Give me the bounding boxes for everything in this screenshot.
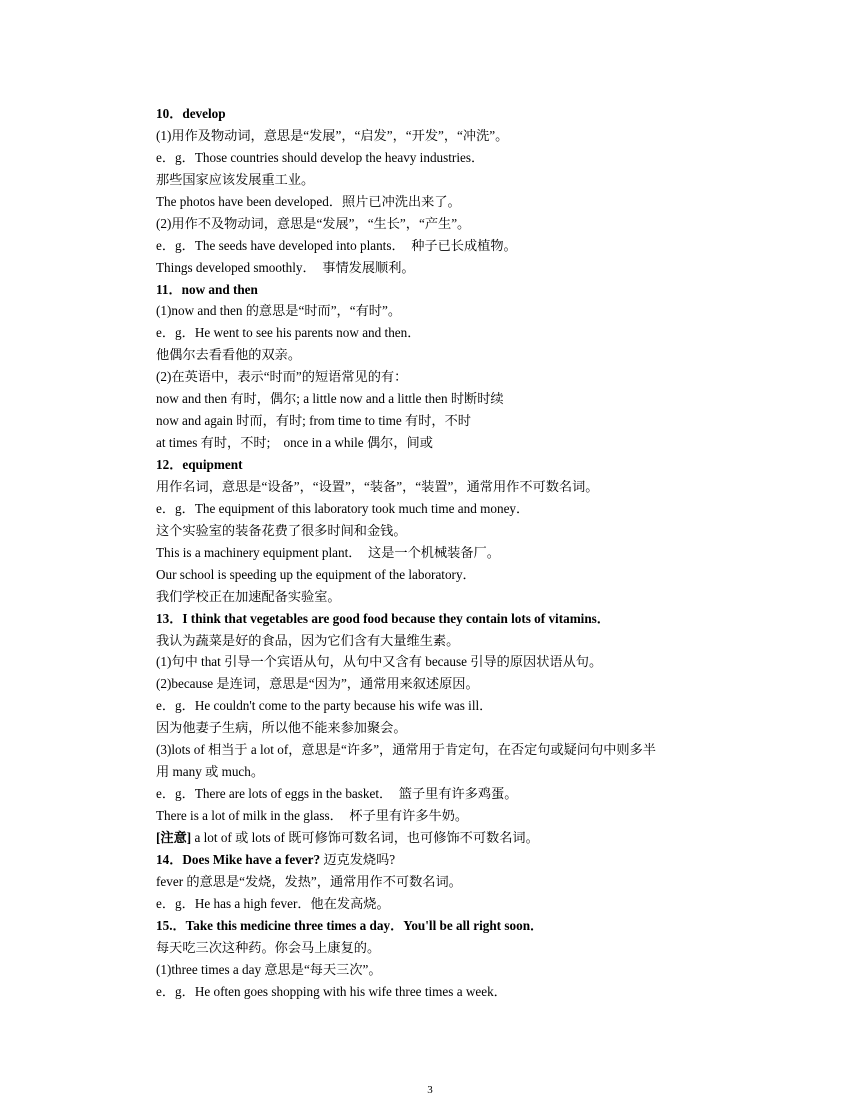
text-line [156, 805, 756, 827]
line-text: 迈克发烧吗? [323, 851, 396, 867]
page-number: 3 [427, 1084, 433, 1096]
line-text: e．g．He couldn't come to the party because his wife was ill． [156, 698, 493, 714]
line-text: There is a lot of milk in the glass． 杯子里有许多牛奶。 [156, 808, 469, 823]
line-text: e．g．There are lots of eggs in the basket． 篮子里有许多鸡蛋。 [156, 786, 518, 802]
line-prefix: 14．Does Mike have a fever? [156, 851, 321, 867]
text-line [156, 608, 756, 630]
text-line [156, 651, 756, 673]
text-line [156, 388, 756, 410]
line-text: This is a machinery equipment plant． 这是一个机械装备厂。 [156, 544, 500, 560]
line-text: (2)用作不及物动词，意思是“发展”，“生长”，“产生”。 [156, 215, 471, 231]
line-text: e．g．Those countries should develop the heavy industries． [156, 149, 485, 165]
line-text: e．g．He went to see his parents now and then． [156, 325, 421, 341]
text-line [156, 125, 756, 147]
text-line [156, 279, 756, 301]
line-text: e．g．The equipment of this laboratory took much time and money． [156, 500, 530, 516]
text-line [156, 235, 756, 257]
text-line [156, 981, 756, 1003]
text-line [156, 300, 756, 322]
text-line [156, 673, 756, 695]
text-line [156, 432, 756, 454]
line-text: now and then 有时，偶尔; a little now and a little then 时断时续 [156, 391, 504, 407]
line-text: 因为他妻子生病，所以他不能来参加聚会。 [156, 720, 407, 736]
line-text: 10．develop [156, 106, 226, 121]
line-text: 每天吃三次这种药。你会马上康复的。 [156, 939, 381, 955]
text-line [156, 410, 756, 432]
text-body [156, 103, 756, 1002]
text-line [156, 103, 756, 125]
line-text: e．g．He has a high fever．他在发高烧。 [156, 895, 390, 911]
text-line [156, 476, 756, 498]
line-text: Our school is speeding up the equipment of the laboratory． [156, 566, 476, 582]
line-text: 13．I think that vegetables are good food because they contain lots of vitamins． [156, 610, 610, 626]
text-line [156, 147, 756, 169]
line-text: The photos have been developed．照片已冲洗出来了。 [156, 193, 461, 209]
line-text: (1)用作及物动词，意思是“发展”，“启发”，“开发”，“冲洗”。 [156, 127, 509, 143]
text-line [156, 630, 756, 652]
text-line [156, 695, 756, 717]
text-line [156, 366, 756, 388]
line-text: 他偶尔去看看他的双亲。 [156, 347, 302, 363]
line-text: now and again 时而，有时; from time to time 有时，不时 [156, 413, 471, 429]
text-line [156, 761, 756, 783]
text-line [156, 498, 756, 520]
text-line [156, 783, 756, 805]
line-text: 我认为蔬菜是好的食品，因为它们含有大量维生素。 [156, 632, 460, 648]
text-line [156, 717, 756, 739]
line-text: a lot of 或 lots of 既可修饰可数名词，也可修饰不可数名词。 [194, 829, 539, 845]
line-text: e．g．He often goes shopping with his wife three times a week． [156, 983, 507, 999]
line-text: 这个实验室的装备花费了很多时间和金钱。 [156, 522, 407, 538]
line-text: (2)在英语中，表示“时而”的短语常见的有： [156, 369, 408, 385]
text-line [156, 586, 756, 608]
line-text: 11．now and then [156, 281, 258, 297]
line-text: (3)lots of 相当于 a lot of，意思是“许多”，通常用于肯定句，在否定句或疑问句中则多半 [156, 742, 656, 758]
line-text: 用 many 或 much。 [156, 764, 265, 780]
line-text: 我们学校正在加速配备实验室。 [156, 588, 341, 604]
text-line [156, 959, 756, 981]
text-line [156, 322, 756, 344]
line-text: fever 的意思是“发烧，发热”，通常用作不可数名词。 [156, 873, 462, 889]
line-text: at times 有时，不时; once in a while 偶尔，间或 [156, 435, 433, 451]
text-line [156, 344, 756, 366]
text-line [156, 213, 756, 235]
text-line [156, 937, 756, 959]
text-line [156, 169, 756, 191]
text-line [156, 542, 756, 564]
line-text: (1)句中 that 引导一个宾语从句，从句中又含有 because 引导的原因状语从句。 [156, 654, 603, 670]
text-line [156, 827, 756, 849]
text-line [156, 739, 756, 761]
text-line [156, 257, 756, 279]
line-text: e．g．The seeds have developed into plants． 种子已长成植物。 [156, 237, 517, 253]
line-text: 用作名词，意思是“设备”，“设置”，“装备”，“装置”，通常用作不可数名词。 [156, 478, 599, 494]
text-line [156, 871, 756, 893]
line-text: (1)three times a day 意思是“每天三次”。 [156, 961, 382, 977]
line-text: 15.．Take this medicine three times a day．You'll be all right soon． [156, 917, 544, 933]
line-prefix: [注意] [156, 829, 192, 845]
line-text: (2)because 是连词，意思是“因为”，通常用来叙述原因。 [156, 676, 479, 692]
text-line [156, 893, 756, 915]
text-line [156, 849, 756, 871]
text-line [156, 915, 756, 937]
text-line [156, 191, 756, 213]
line-text: (1)now and then 的意思是“时而”，“有时”。 [156, 303, 402, 319]
text-line [156, 454, 756, 476]
text-line [156, 564, 756, 586]
line-text: Things developed smoothly． 事情发展顺利。 [156, 259, 415, 275]
line-text: 12．equipment [156, 457, 243, 472]
line-text: 那些国家应该发展重工业。 [156, 171, 315, 187]
text-line [156, 520, 756, 542]
